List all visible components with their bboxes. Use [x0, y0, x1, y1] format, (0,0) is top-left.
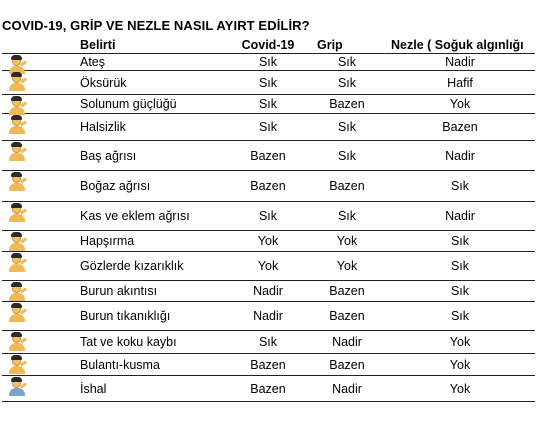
- icon-cell: [2, 252, 42, 280]
- symptom-cell: İshal: [80, 381, 107, 396]
- person-icon: [8, 354, 30, 375]
- symptom-cell: Kas ve eklem ağrısı: [80, 209, 190, 223]
- header-grip: Grip: [317, 37, 343, 52]
- grip-cell: Bazen: [329, 179, 365, 193]
- person-icon: [8, 95, 30, 113]
- table-row: [2, 331, 535, 354]
- symptom-cell: Ateş: [80, 55, 106, 69]
- symptom-cell: Öksürük: [80, 75, 127, 90]
- nezle-cell: Sık: [450, 234, 470, 248]
- table-row: [2, 281, 535, 302]
- table-row: [2, 171, 535, 202]
- header-covid: Covid-19: [241, 37, 295, 52]
- person-icon: [8, 376, 30, 401]
- grip-cell: Sık: [337, 209, 357, 223]
- header-symptom: Belirti: [80, 37, 116, 52]
- person-icon: [8, 202, 30, 230]
- grip-cell: Yok: [336, 234, 358, 248]
- covid-cell: Sık: [258, 209, 278, 223]
- person-icon: [8, 54, 30, 70]
- person-icon: [8, 331, 30, 353]
- person-icon: [8, 141, 30, 170]
- person-icon: [8, 302, 30, 330]
- covid-cell: Sık: [258, 75, 278, 90]
- covid-cell: Bazen: [250, 148, 286, 163]
- icon-cell: [2, 171, 42, 201]
- table-body: [2, 54, 535, 402]
- table-row: [2, 54, 535, 71]
- table-row: [2, 302, 535, 331]
- covid-cell: Sık: [258, 55, 278, 69]
- nezle-cell: Sık: [450, 259, 470, 273]
- grip-cell: Sık: [337, 75, 357, 90]
- symptom-cell: Solunum güçlüğü: [80, 97, 177, 111]
- grip-cell: Nadir: [332, 335, 362, 349]
- header-nezle: Nezle ( Soğuk algınlığı: [391, 37, 524, 52]
- icon-cell: [2, 141, 42, 170]
- symptom-cell: Hapşırma: [80, 234, 135, 248]
- grip-cell: Yok: [336, 259, 358, 273]
- covid-cell: Bazen: [250, 357, 286, 372]
- covid-cell: Bazen: [250, 179, 286, 193]
- nezle-cell: Sık: [450, 179, 470, 193]
- grip-cell: Bazen: [329, 97, 365, 111]
- person-icon: [8, 71, 30, 94]
- covid-cell: Sık: [258, 120, 278, 134]
- person-icon: [8, 171, 30, 201]
- nezle-cell: Nadir: [445, 209, 475, 223]
- table-row: [2, 95, 535, 114]
- nezle-cell: Yok: [449, 97, 471, 111]
- grip-cell: Sık: [337, 120, 357, 134]
- nezle-cell: Hafif: [447, 75, 473, 90]
- nezle-cell: Bazen: [442, 120, 478, 134]
- covid-cell: Nadir: [253, 309, 283, 323]
- covid-cell: Sık: [258, 335, 278, 349]
- nezle-cell: Sık: [450, 309, 470, 323]
- table-row: [2, 231, 535, 252]
- covid-cell: Bazen: [250, 381, 286, 396]
- grip-cell: Bazen: [329, 357, 365, 372]
- grip-cell: Bazen: [329, 284, 365, 298]
- symptom-cell: Baş ağrısı: [80, 148, 137, 163]
- symptom-cell: Burun akıntısı: [80, 284, 158, 298]
- icon-cell: [2, 331, 42, 353]
- nezle-cell: Nadir: [445, 55, 475, 69]
- icon-cell: [2, 376, 42, 401]
- nezle-cell: Sık: [450, 284, 470, 298]
- symptom-cell: Burun tıkanıklığı: [80, 309, 171, 323]
- symptom-cell: Boğaz ağrısı: [80, 179, 151, 193]
- icon-cell: [2, 354, 42, 375]
- icon-cell: [2, 114, 42, 140]
- symptom-cell: Gözlerde kızarıklık: [80, 259, 184, 273]
- icon-cell: [2, 302, 42, 330]
- covid-cell: Yok: [257, 259, 279, 273]
- person-icon: [8, 114, 30, 140]
- icon-cell: [2, 71, 42, 94]
- icon-cell: [2, 281, 42, 301]
- icon-cell: [2, 54, 42, 70]
- nezle-cell: Yok: [449, 381, 471, 396]
- table-row: [2, 354, 535, 376]
- table-header: [2, 36, 535, 54]
- icon-cell: [2, 202, 42, 230]
- covid-cell: Yok: [257, 234, 279, 248]
- grip-cell: Bazen: [329, 309, 365, 323]
- nezle-cell: Yok: [449, 335, 471, 349]
- table-row: [2, 376, 535, 402]
- table-row: [2, 252, 535, 281]
- symptom-cell: Bulantı-kusma: [80, 357, 160, 372]
- grip-cell: Nadir: [332, 381, 362, 396]
- table-row: [2, 202, 535, 231]
- covid-cell: Sık: [258, 97, 278, 111]
- grip-cell: Sık: [337, 55, 357, 69]
- person-icon: [8, 252, 30, 280]
- table-row: [2, 141, 535, 171]
- nezle-cell: Yok: [449, 357, 471, 372]
- symptom-cell: Halsizlik: [80, 120, 126, 134]
- grip-cell: Sık: [337, 148, 357, 163]
- symptom-cell: Tat ve koku kaybı: [80, 335, 177, 349]
- icon-cell: [2, 231, 42, 251]
- person-icon: [8, 231, 30, 251]
- table-row: [2, 114, 535, 141]
- icon-cell: [2, 95, 42, 113]
- person-icon: [8, 281, 30, 301]
- covid-cell: Nadir: [253, 284, 283, 298]
- page-title: COVID-19, GRİP VE NEZLE NASIL AYIRT EDİLİR?: [2, 18, 310, 33]
- table-row: [2, 71, 535, 95]
- symptom-table: [2, 36, 535, 402]
- nezle-cell: Nadir: [445, 148, 475, 163]
